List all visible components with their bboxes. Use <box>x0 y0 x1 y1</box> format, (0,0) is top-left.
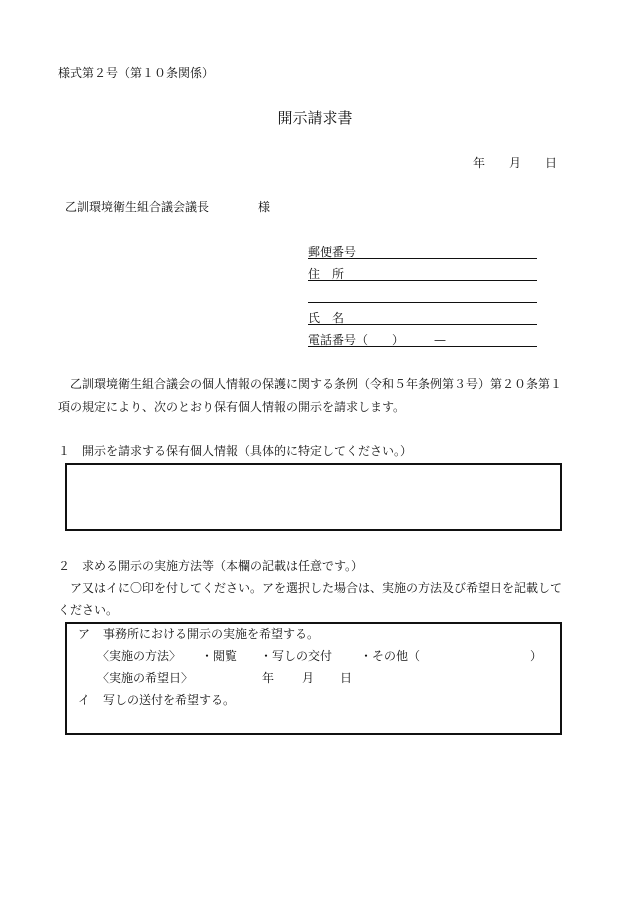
option-a-text: 事務所における開示の実施を希望する。 <box>103 627 320 641</box>
section1-heading: １ 開示を請求する保有個人情報（具体的に特定してください。） <box>58 444 413 458</box>
postal-code-label: 郵便番号 <box>308 245 357 259</box>
name-field <box>308 306 537 325</box>
section2-instruction-line: ください。 <box>58 603 119 617</box>
postal-code-field <box>308 240 537 259</box>
section2-instruction-line: ア又はイに〇印を付してください。アを選択した場合は、実施の方法及び希望日を記載して <box>70 581 563 595</box>
method-label: 〈実施の方法〉 <box>97 649 182 663</box>
option-b-marker: イ <box>78 693 91 707</box>
section2-heading: ２ 求める開示の実施方法等（本欄の記載は任意です。） <box>58 559 364 573</box>
section2-options-box <box>65 622 562 735</box>
phone-label: 電話番号（ ） — <box>308 333 447 347</box>
address-field <box>308 262 537 281</box>
preferred-date-month: 月 <box>302 671 315 685</box>
method-option-other: ・その他（ <box>360 649 421 663</box>
date-line: 年 月 日 <box>473 156 558 170</box>
option-a-marker: ア <box>78 627 91 641</box>
address-field-line-2 <box>308 284 537 303</box>
intro-line: 乙訓環境衛生組合議会の個人情報の保護に関する条例（令和５年条例第３号）第２０条第１ <box>70 377 563 391</box>
addressee-name: 乙訓環境衛生組合議会議長 <box>65 200 210 214</box>
document-title: 開示請求書 <box>277 109 353 127</box>
method-option-other-close: ） <box>530 649 543 663</box>
phone-field <box>308 328 537 347</box>
form-number: 様式第２号（第１０条関係） <box>58 66 215 80</box>
option-b-text: 写しの送付を希望する。 <box>103 693 236 707</box>
preferred-date-year: 年 <box>262 671 275 685</box>
method-option-copy: ・写しの交付 <box>260 649 333 663</box>
addressee-honorific: 様 <box>258 200 271 214</box>
method-option-viewing: ・閲覧 <box>201 649 238 663</box>
preferred-date-label: 〈実施の希望日〉 <box>97 671 194 685</box>
section1-entry-box <box>65 463 562 531</box>
intro-line: 項の規定により、次のとおり保有個人情報の開示を請求します。 <box>58 400 406 414</box>
preferred-date-day: 日 <box>340 671 353 685</box>
address-label: 住 所 <box>308 267 345 281</box>
name-label: 氏 名 <box>308 311 345 325</box>
